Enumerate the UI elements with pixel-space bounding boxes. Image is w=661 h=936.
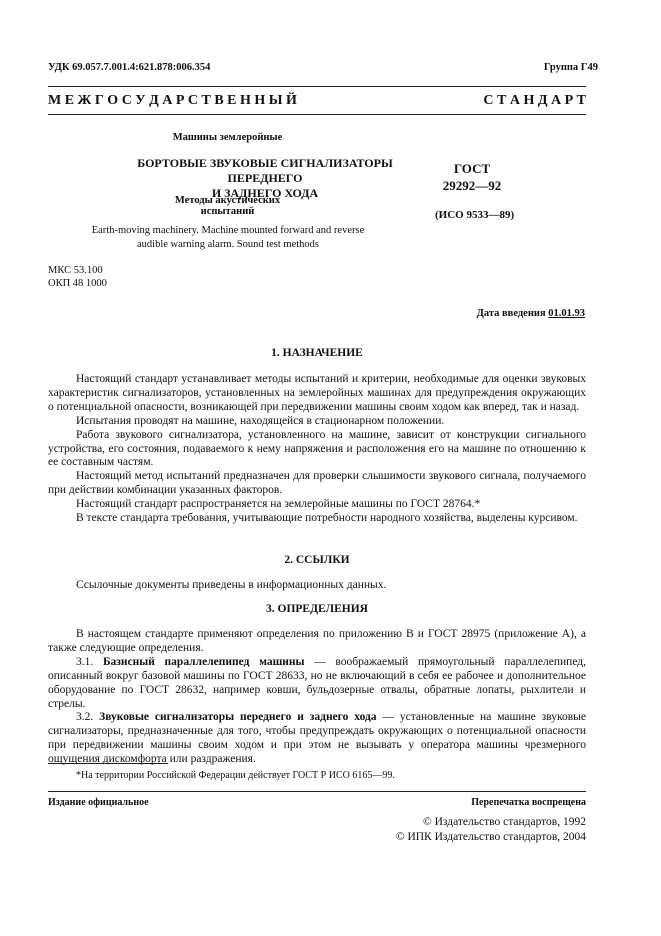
definition-number: 3.1. — [76, 655, 94, 668]
top-rule — [48, 86, 586, 87]
method-subtitle: Методы акустических испытаний — [174, 195, 281, 217]
copyright-2: © ИПК Издательство стандартов, 2004 — [395, 831, 586, 843]
english-title — [58, 224, 398, 252]
paragraph: Ссылочные документы приведены в информационных данных. — [76, 579, 387, 591]
paragraph: В тексте стандарта требования, учитывающие потребности народного хозяйства, выделены курсивом. — [76, 512, 578, 525]
paragraph: Настоящий стандарт устанавливает методы испытаний и критерии, необходимые для оценки звуковых характеристик сигнализаторов, установленных на землеройных машинах для предупреждения окружающих о потенциальной опасности, возникающей при передвижении машины своим ходом как вперед, так и назад. — [48, 373, 586, 413]
mks-code: МКС 53.100 — [48, 265, 103, 276]
okp-code: ОКП 48 1000 — [48, 278, 107, 289]
definition-text: — воображаемый прямоугольный параллелепипед, описанный вокруг базовой машины по ГОСТ 28633, но не включающий в себя ее рабочее и дополнительное оборудование по ГОСТ 28632, например ковши, бульдозерные отвалы, обратные лопаты, рыхлители и стрелы. — [48, 655, 587, 710]
paragraph: Испытания проводят на машине, находящейся в стационарном положении. — [76, 414, 445, 427]
footnote-rule — [48, 763, 168, 764]
banner-word-1: М Е Ж Г О С У Д А Р С Т В Е Н Н Ы Й — [48, 93, 297, 108]
section-3-heading: 3. ОПРЕДЕЛЕНИЯ — [266, 603, 368, 615]
udk-code: УДК 69.057.7.001.4:621.878:006.354 — [48, 62, 211, 73]
copyright-1: © Издательство стандартов, 1992 — [422, 816, 586, 828]
english-line-1: Earth-moving machinery. Machine mounted forward and reverse — [91, 225, 365, 236]
definition-term: Базисный параллелепипед машины — [102, 655, 305, 668]
definition-number: 3.2. — [76, 711, 94, 724]
gost-label: ГОСТ — [453, 161, 491, 176]
section-2-heading: 2. ССЫЛКИ — [284, 554, 350, 566]
section-1-heading: 1. НАЗНАЧЕНИЕ — [271, 347, 363, 359]
official-edition: Издание официальное — [48, 797, 149, 808]
subject-line: Машины землеройные — [172, 132, 283, 143]
gost-code: 29292—92 — [442, 178, 502, 193]
definition-3-2 — [48, 711, 586, 767]
banner-rule — [48, 114, 586, 115]
effective-date — [477, 308, 585, 319]
group-code: Группа Г49 — [543, 62, 598, 73]
footnote: *На территории Российской Федерации действует ГОСТ Р ИСО 6165—99. — [76, 770, 395, 781]
section-2-body — [48, 579, 586, 593]
english-line-2: audible warning alarm. Sound test methods — [137, 239, 319, 250]
paragraph: Настоящий стандарт распространяется на землеройные машины по ГОСТ 28764.* — [76, 498, 481, 511]
section-1-body — [48, 373, 586, 526]
section-3-body — [48, 628, 586, 767]
date-label: Дата введения — [476, 308, 546, 319]
definition-3-1 — [48, 656, 586, 712]
interstate-standard-banner — [48, 93, 586, 109]
paragraph: Настоящий метод испытаний предназначен для проверки слышимости звукового сигнала, получаемого при действии комбинации указанных факторов. — [48, 470, 586, 497]
copyright-block — [396, 815, 586, 845]
reprint-prohibited: Перепечатка воспрещена — [471, 797, 586, 808]
gost-number — [432, 160, 512, 194]
classification-codes — [48, 264, 107, 290]
title-line-2: И ЗАДНЕГО ХОДА — [211, 186, 319, 200]
definition-text: — установленные на машине звуковые сигнализаторы, предназначенные для того, чтобы предупреждать окружающих о потенциальной опасности при передвижении машины своим ходом и при этом не вызывать у оператора машины чрезмерного ощущения дискомфорта или раздражения. — [48, 711, 587, 766]
title-line-1: БОРТОВЫЕ ЗВУКОВЫЕ СИГНАЛИЗАТОРЫ ПЕРЕДНЕГО — [137, 156, 393, 185]
date-value: 01.01.93 — [548, 308, 585, 319]
paragraph: Работа звукового сигнализатора, установленного на машине, зависит от конструкции сигнального устройства, его состояния, подаваемого к нему напряжения и расположения его на машине по отношению к ее составным частям. — [48, 428, 586, 469]
definition-term: Звуковые сигнализаторы переднего и заднего хода — [99, 711, 377, 724]
banner-word-2: С Т А Н Д А Р Т — [483, 93, 586, 108]
paragraph: В настоящем стандарте применяют определения по приложению В и ГОСТ 28975 (приложение А), а также следующие определения. — [48, 628, 586, 654]
footer-rule — [48, 791, 586, 792]
iso-reference: (ИСО 9533—89) — [435, 209, 515, 221]
